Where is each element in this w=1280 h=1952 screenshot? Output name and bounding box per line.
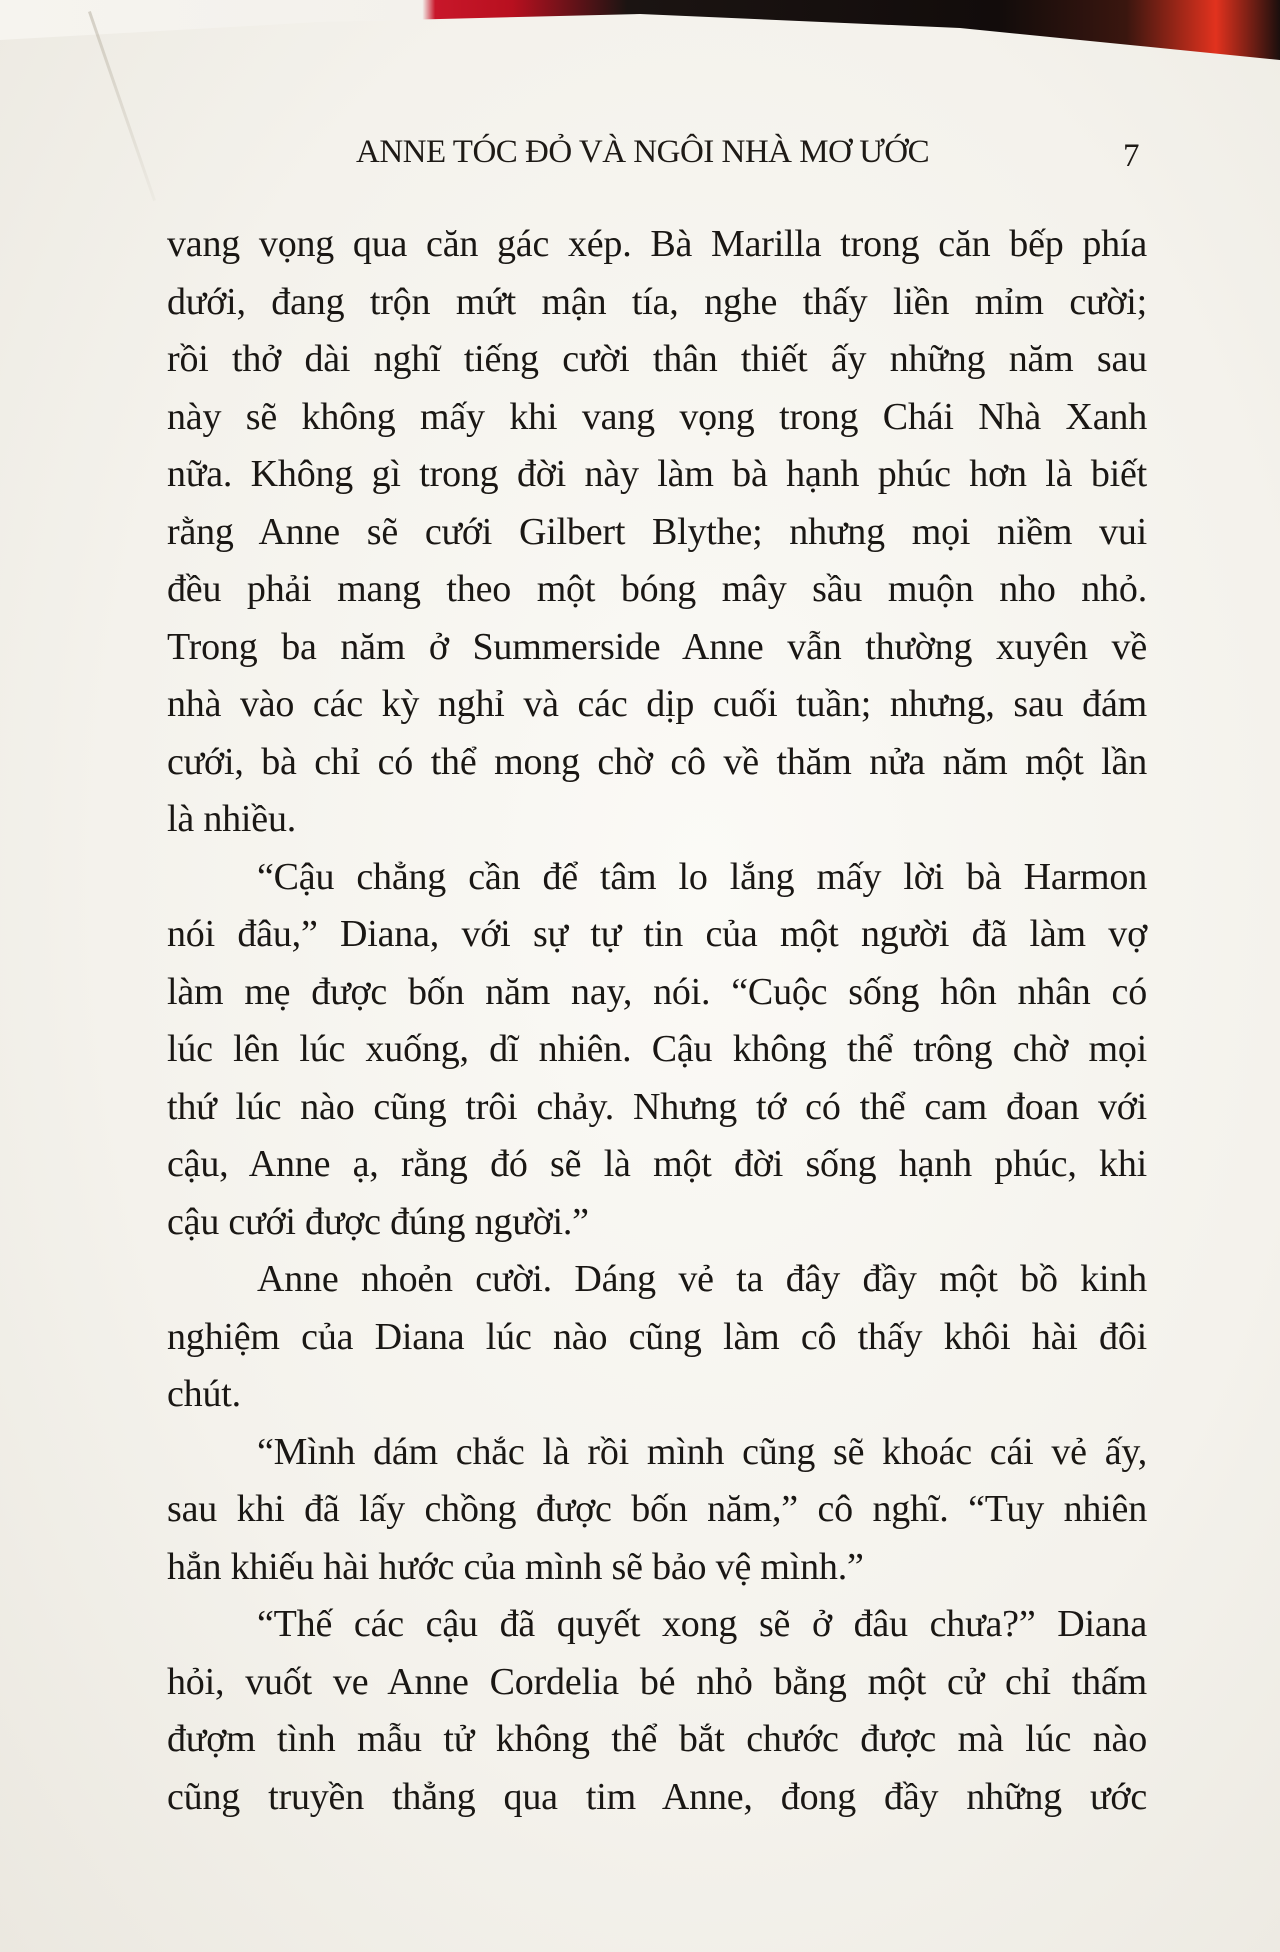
body-text [167, 216, 1147, 1826]
text-line: cưới, bà chỉ có thể mong chờ cô về thăm nửa năm một lần [167, 740, 1147, 783]
text-line: này sẽ không mấy khi vang vọng trong Chái Nhà Xanh [167, 395, 1147, 438]
text-line: cũng truyền thẳng qua tim Anne, đong đầy những ước [167, 1775, 1147, 1818]
text-line: nhà vào các kỳ nghỉ và các dịp cuối tuần; nhưng, sau đám [167, 683, 1147, 725]
text-line: nghiệm của Diana lúc nào cũng làm cô thấy khôi hài đôi [167, 1315, 1147, 1358]
text-line: đều phải mang theo một bóng mây sầu muộn nho nhỏ. [167, 568, 1147, 610]
text-line: hỏi, vuốt ve Anne Cordelia bé nhỏ bằng một cử chỉ thấm [167, 1660, 1147, 1703]
text-line: rằng Anne sẽ cưới Gilbert Blythe; nhưng mọi niềm vui [167, 510, 1147, 553]
text-line: sau khi đã lấy chồng được bốn năm,” cô nghĩ. “Tuy nhiên [167, 1488, 1147, 1530]
text-line: nữa. Không gì trong đời này làm bà hạnh phúc hơn là biết [167, 453, 1147, 495]
text-line: dưới, đang trộn mứt mận tía, nghe thấy liền mỉm cười; [167, 280, 1147, 323]
text-line: là nhiều. [167, 798, 297, 840]
text-line: lúc lên lúc xuống, dĩ nhiên. Cậu không thể trông chờ mọi [167, 1028, 1147, 1070]
text-line: Trong ba năm ở Summerside Anne vẫn thường xuyên về [167, 625, 1147, 668]
text-line: thứ lúc nào cũng trôi chảy. Nhưng tớ có thể cam đoan với [167, 1085, 1147, 1128]
page-number: 7 [1123, 138, 1140, 174]
running-header [0, 134, 1280, 174]
text-line: “Cậu chẳng cần để tâm lo lắng mấy lời bà Harmon [257, 855, 1147, 898]
text-line: cậu cưới được đúng người.” [167, 1200, 589, 1243]
text-line: làm mẹ được bốn năm nay, nói. “Cuộc sống hôn nhân có [167, 970, 1147, 1013]
running-header-title: ANNE TÓC ĐỎ VÀ NGÔI NHÀ MƠ ƯỚC [356, 134, 930, 170]
text-line: rồi thở dài nghĩ tiếng cười thân thiết ấy những năm sau [167, 338, 1147, 380]
text-line: nói đâu,” Diana, với sự tự tin của một người đã làm vợ [167, 913, 1147, 955]
text-line: đượm tình mẫu tử không thể bắt chước được mà lúc nào [167, 1718, 1147, 1760]
text-line: cậu, Anne ạ, rằng đó sẽ là một đời sống hạnh phúc, khi [167, 1143, 1147, 1185]
text-line: hẳn khiếu hài hước của mình sẽ bảo vệ mình.” [167, 1545, 864, 1588]
text-line: Anne nhoẻn cười. Dáng vẻ ta đây đầy một bồ kinh [257, 1258, 1147, 1300]
text-line: chút. [167, 1373, 241, 1415]
text-line: “Mình dám chắc là rồi mình cũng sẽ khoác cái vẻ ấy, [257, 1430, 1147, 1473]
text-line: vang vọng qua căn gác xép. Bà Marilla trong căn bếp phía [167, 223, 1147, 265]
text-line: “Thế các cậu đã quyết xong sẽ ở đâu chưa?” Diana [257, 1603, 1147, 1645]
